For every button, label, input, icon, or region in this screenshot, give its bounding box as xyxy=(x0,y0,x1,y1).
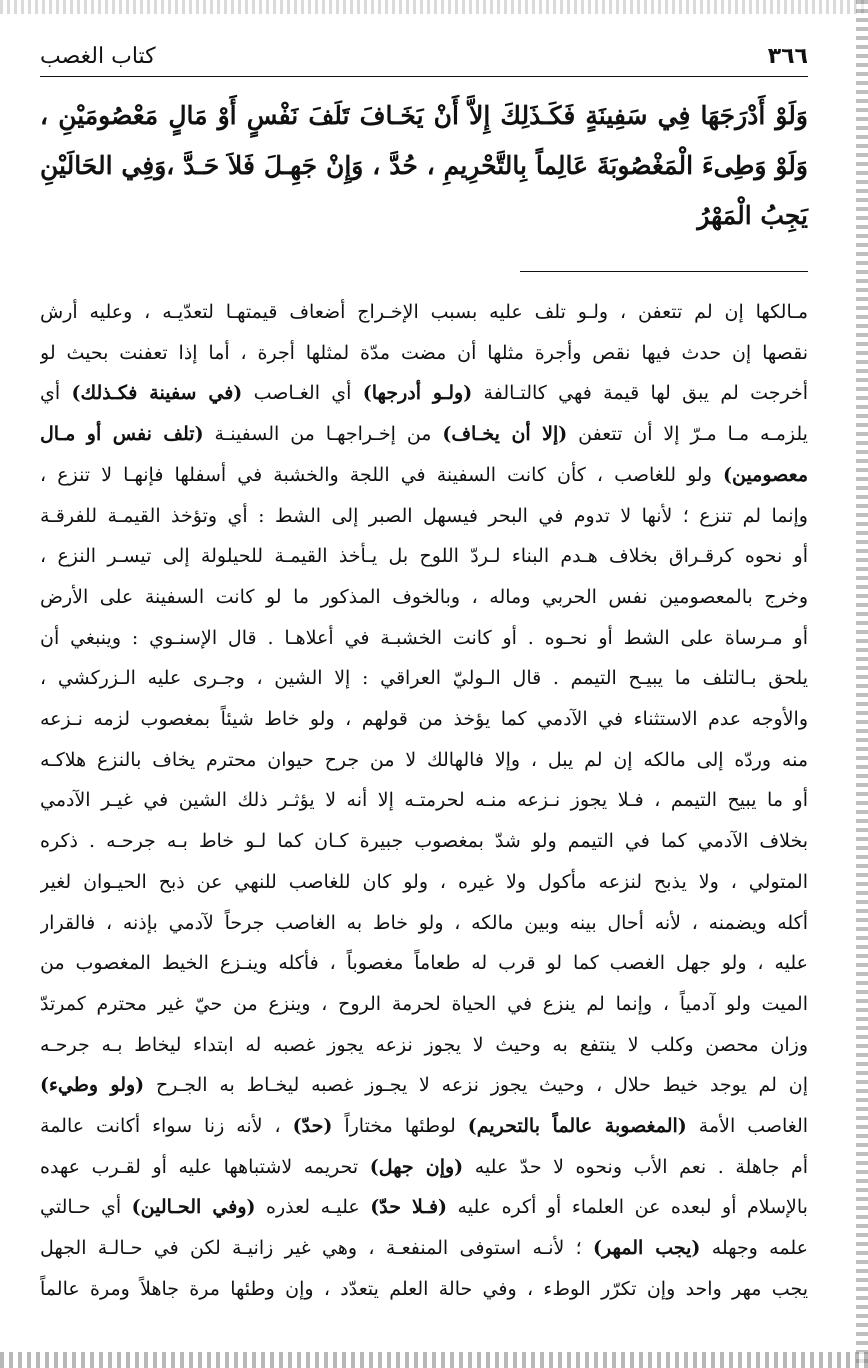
commentary-text: ولو للغاصب ، كأن كانت السفينة في اللجة والخشبة في أسفلها فإنهـا لا تنزع ، xyxy=(40,463,723,486)
commentary-line xyxy=(40,740,808,781)
commentary-line xyxy=(40,1106,808,1147)
commentary-text: ، لأنه زنا سواء أكانت عالمة xyxy=(40,1115,293,1138)
commentary-line xyxy=(40,1147,808,1188)
commentary-text: عليه ، ولو جهل الغصب كما لو قرب له طعاماً مغصوباً ، فأكله وينـزع الخيط المغصوب من xyxy=(40,952,808,975)
commentary-text: أو مـرساة على الشط أو نحـوه . أو كانت الخشبـة في أعلاهـا . قال الإسنـوي : وينبغي أن xyxy=(40,626,808,649)
book-title: كتاب الغصب xyxy=(40,44,156,69)
matn-quote: (وإن جهل) xyxy=(369,1155,464,1178)
commentary-text: أو نحوه كرقـراق بخلاف هـدم البناء لـردّ اللوح بل يـأخذ القيمـة للحيلولة إلى تيسـر النزع ، xyxy=(40,545,808,568)
commentary-line xyxy=(40,821,808,862)
main-text: وَلَوْ أَدْرَجَهَا فِي سَفِينَةٍ فَكَـذَلِكَ إِلاَّ أَنْ يَخَـافَ تَلَفَ نَفْسٍ أَوْ مَالٍ مَعْصُومَيْنِ ، وَلَوْ وَطِىءَ الْمَغْصُوبَةَ عَالِماً بِالتَّحْرِيمِ ، حُدَّ ، وَإِنْ جَهِـلَ فَلاَ حَـدَّ ،وَفِي الحَالَيْنِ يَجِبُ الْمَهْرُ xyxy=(40,101,808,230)
commentary-text: الغاصب الأمة xyxy=(686,1115,808,1138)
commentary-line xyxy=(40,984,808,1025)
commentary-text: يلحق بـالتلف ما يبيـح التيمم . قال الـوليّ العراقي : إلا الشين ، وجـرى عليه الـزركشي ، xyxy=(40,667,808,690)
commentary-line xyxy=(40,1187,808,1228)
commentary-line xyxy=(40,292,808,333)
commentary-line xyxy=(40,1269,808,1310)
commentary-text: أكله ويضمنه ، لأنه أحال بينه وبين مالكه ، ولو خاط به الغاصب جرحاً لآدمي بإذنه ، فالقرار xyxy=(40,911,808,934)
matn-quote: (يجب المهر) xyxy=(593,1237,701,1260)
commentary-text: يجب مهر واحد وإن تكرّر الوطء ، وفي حالة العلم يتعدّد ، وإن وطئها مرة جاهلاً ومرة عالماً xyxy=(40,1277,808,1300)
commentary-text: وإنما لم تنزع ؛ لأنها لا تدوم في البحر فيسهل الصبر إلى الشط : أي وتؤخذ القيمـة للفرقـة xyxy=(40,504,808,527)
commentary-text: من إخـراجهـا من السفينـة xyxy=(203,423,443,446)
commentary-line xyxy=(40,455,808,496)
commentary-line xyxy=(40,903,808,944)
matn-quote: (ولو وطيء) xyxy=(40,1074,145,1097)
commentary-text: إن لم يوجد خيط حلال ، وحيث يجوز نزعه لا يجـوز غصبه ليخـاط به الجـرح xyxy=(144,1074,808,1097)
commentary-line xyxy=(40,333,808,374)
matn-quote: (في سفينة فكـذلك) xyxy=(71,382,243,405)
commentary-text: منه وردّه إلى مالكه إن لم يبل ، وإلا فالهالك لا من جرح حيوان محترم يخاف بالنزع هلاكـه xyxy=(40,748,808,771)
page-number: ٣٦٦ xyxy=(767,44,808,69)
commentary-line xyxy=(40,699,808,740)
matn-quote: (إلا أن يخـاف) xyxy=(442,423,568,446)
commentary-line xyxy=(40,1228,808,1269)
commentary-text: بخلاف الآدمي كما في التيمم ولو شدّ بمغصوب جبيرة كـان كما لـو خاط بـه جرحـه . ذكره xyxy=(40,830,808,853)
commentary-text: أي حـالتي xyxy=(40,1196,132,1219)
commentary-text: المتولي ، ولا يذبح لنزعه مأكول ولا غيره ، ولو كان للغاصب للنهي عن ذبح الحيـوان لغير xyxy=(40,870,808,893)
decorative-border-bottom xyxy=(0,1352,868,1368)
commentary-text: مـالكها إن لم تتعفن ، ولـو تلف عليه بسبب الإخـراج أضعاف قيمتهـا لتعدّيـه ، وعليه أرش xyxy=(40,301,808,323)
decorative-border-right xyxy=(856,0,868,1368)
matn-quote: (ولـو أدرجها) xyxy=(362,382,473,405)
running-head xyxy=(40,40,808,77)
commentary-text: وخرج بالمعصومين نفس الحربي وماله ، وبالخوف المذكور ما لو كانت السفينة على الأرض xyxy=(40,585,808,608)
commentary-line xyxy=(40,536,808,577)
commentary-text: نقصها إن حدث فيها نقص وأجرة مثلها أن مضت مدّة لمثلها أجرة ، أما إذا تعفنت بحيث لو xyxy=(40,341,808,364)
commentary-text: يلزمـه مـا مـرّ إلا أن تتعفن xyxy=(567,423,808,446)
commentary-text: وزان محصن وكلب لا ينتفع به وحيث لا يجوز نزعه يجوز غصبه له ابتداء ليخاط بـه جرحـه xyxy=(40,1033,808,1056)
commentary-text: تحريمه لاشتباهها عليه أو لقـرب عهده xyxy=(40,1155,370,1178)
commentary-line xyxy=(40,862,808,903)
commentary-line xyxy=(40,1025,808,1066)
commentary-text: أو ما يبيح التيمم ، فـلا يجوز نـزعه منـه لحرمتـه إلا أنه لا يؤثـر ذلك الشين في غيـر الآدمي xyxy=(40,789,808,812)
commentary-text: أخرجت لم يبق لها قيمة فهي كالتـالفة xyxy=(472,382,808,405)
book-page xyxy=(40,40,808,1330)
commentary-line xyxy=(40,943,808,984)
commentary-line xyxy=(40,618,808,659)
commentary-text: ؛ لأنـه استوفى المنفعـة ، وهي غير زانيـة لكن في حـالـة الجهل xyxy=(40,1237,594,1260)
commentary-line xyxy=(40,780,808,821)
commentary-line xyxy=(40,1065,808,1106)
commentary-text: أم جاهلة . نعم الأب ونحوه لا حدّ عليه xyxy=(463,1155,808,1178)
commentary-text: بالإسلام أو لبعده عن العلماء أو أكره عليه xyxy=(447,1196,808,1219)
decorative-border-top xyxy=(0,0,868,14)
commentary-text: والأوجه عدم الاستثناء في الآدمي كما يؤخذ من قولهم ، ولو خاط شيئاً بمغصوب لزمه نـزعه xyxy=(40,708,808,731)
matn-quote: (وفي الحـالين) xyxy=(131,1196,256,1219)
matn-quote: (تلف نفس أو مـال xyxy=(40,423,204,446)
commentary-line xyxy=(40,496,808,537)
commentary-text: أي xyxy=(40,382,72,405)
commentary-text: أي الغـاصب xyxy=(242,382,363,405)
matn-quote: (فـلا حدّ) xyxy=(370,1196,448,1219)
commentary-line xyxy=(40,414,808,455)
matn-quote: (المغصوبة عالماً بالتحريم) xyxy=(467,1115,687,1138)
matn-quote: معصومين) xyxy=(723,463,808,486)
commentary-line xyxy=(40,373,808,414)
commentary-text: لوطئها مختاراً xyxy=(332,1115,468,1138)
commentary-text: علمه وجهله xyxy=(700,1237,808,1260)
matn-quote: (حدّ) xyxy=(292,1115,333,1138)
commentary-line xyxy=(40,658,808,699)
commentary xyxy=(40,292,808,1310)
commentary-text: الميت ولو آدمياً ، وإنما لم ينزع في الحياة لحرمة الروح ، وينزع من حيّ غير محترم كمرتدّ xyxy=(40,992,808,1015)
commentary-text: عليـه لعذره xyxy=(255,1196,371,1219)
footnote-separator xyxy=(520,271,808,272)
commentary-line xyxy=(40,577,808,618)
